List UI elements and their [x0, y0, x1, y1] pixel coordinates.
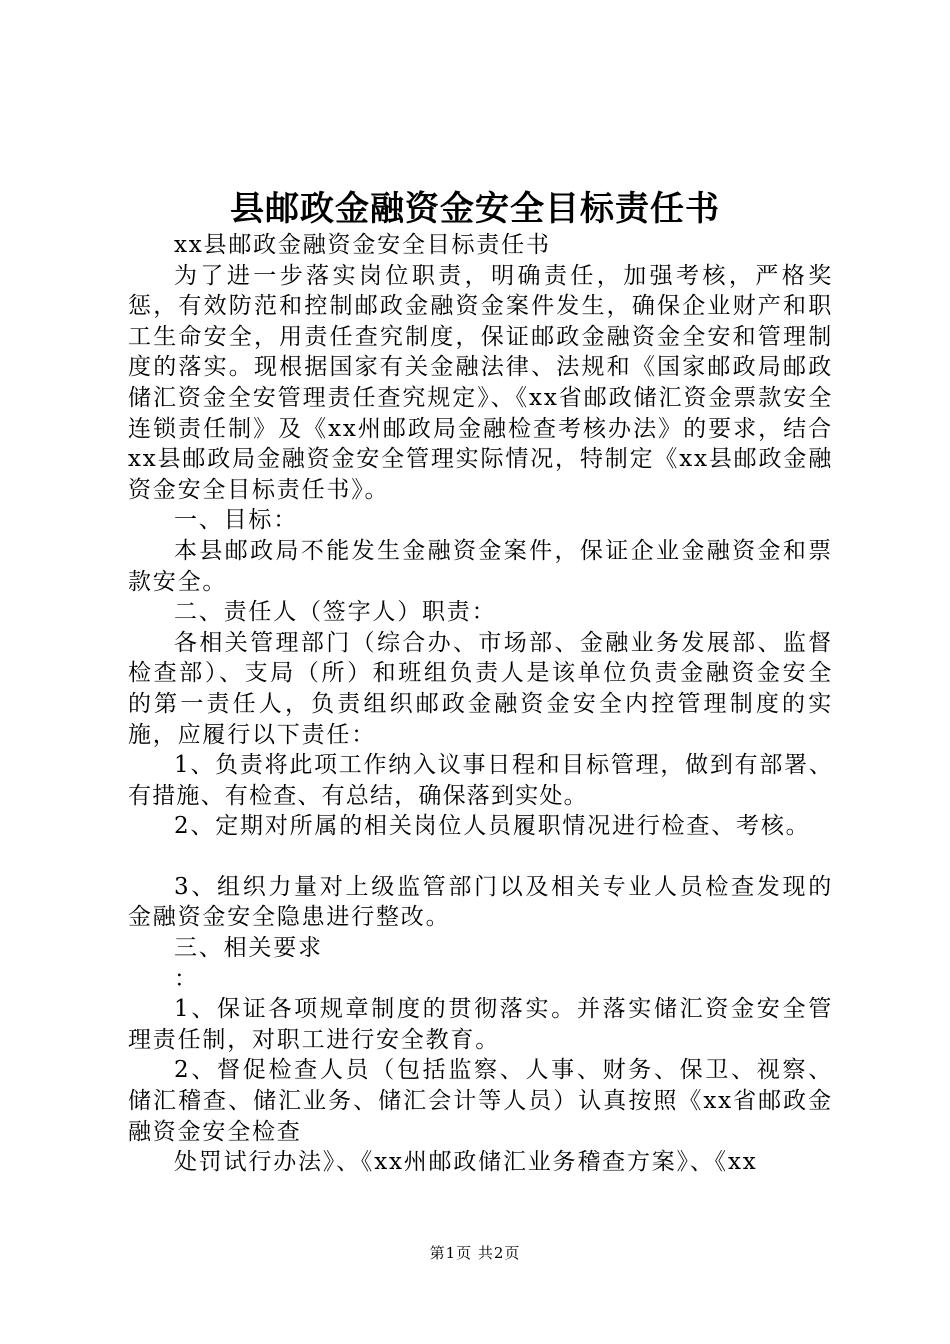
document-body — [128, 230, 833, 1178]
goal-paragraph: 本县邮政局不能发生金融资金案件，保证企业金融资金和票款安全。 — [128, 537, 833, 595]
intro-paragraph: 为了进一步落实岗位职责，明确责任，加强考核，严格奖惩，有效防范和控制邮政金融资金案件发生，确保企业财产和职工生命安全，用责任查究制度，保证邮政金融资金全安和管理制度的落实。现根据国家有关金融法律、法规和《国家邮政局邮政储汇资金全安管理责任查究规定》、《xx省邮政储汇资金票款安全连锁责任制》及《xx州邮政局金融检查考核办法》的要求，结合xx县邮政局金融资金安全管理实际情况，特制定《xx县邮政金融资金安全目标责任书》。 — [128, 262, 833, 503]
duty-item-1: 1、负责将此项工作纳入议事日程和目标管理，做到有部署、有措施、有检查、有总结，确保落到实处。 — [128, 752, 833, 809]
section-heading-duties: 二、责任人（签字人）职责： — [174, 599, 497, 626]
requirement-item-2: 2、督促检查人员（包括监察、人事、财务、保卫、视察、储汇稽查、储汇业务、储汇会计等人员）认真按照《xx省邮政金融资金安全检查 — [128, 1057, 833, 1145]
subtitle-paragraph: xx县邮政金融资金安全目标责任书 — [174, 232, 551, 258]
section-heading-requirements: 三、相关要求 — [174, 935, 323, 962]
requirements-colon: ： — [174, 965, 199, 992]
duty-item-2: 2、定期对所属的相关岗位人员履职情况进行检查、考核。 — [174, 813, 811, 840]
duty-item-3: 3、组织力量对上级监管部门以及相关专业人员检查发现的金融资金安全隐患进行整改。 — [128, 873, 833, 931]
page-footer: 第1页 共2页 — [429, 1244, 521, 1262]
requirement-item-1: 1、保证各项规章制度的贯彻落实。并落实储汇资金安全管理责任制，对职工进行安全教育。 — [128, 996, 833, 1053]
duties-paragraph: 各相关管理部门（综合办、市场部、金融业务发展部、监督检查部）、支局（所）和班组负责人是该单位负责金融资金安全的第一责任人，负责组织邮政金融资金安全内控管理制度的实施，应履行以下责任： — [128, 629, 833, 748]
requirement-item-2-continued: 处罚试行办法》、《xx州邮政储汇业务稽查方案》、《xx — [174, 1149, 758, 1176]
section-heading-goal: 一、目标： — [174, 507, 298, 534]
document-title: 县邮政金融资金安全目标责任书 — [230, 189, 720, 229]
